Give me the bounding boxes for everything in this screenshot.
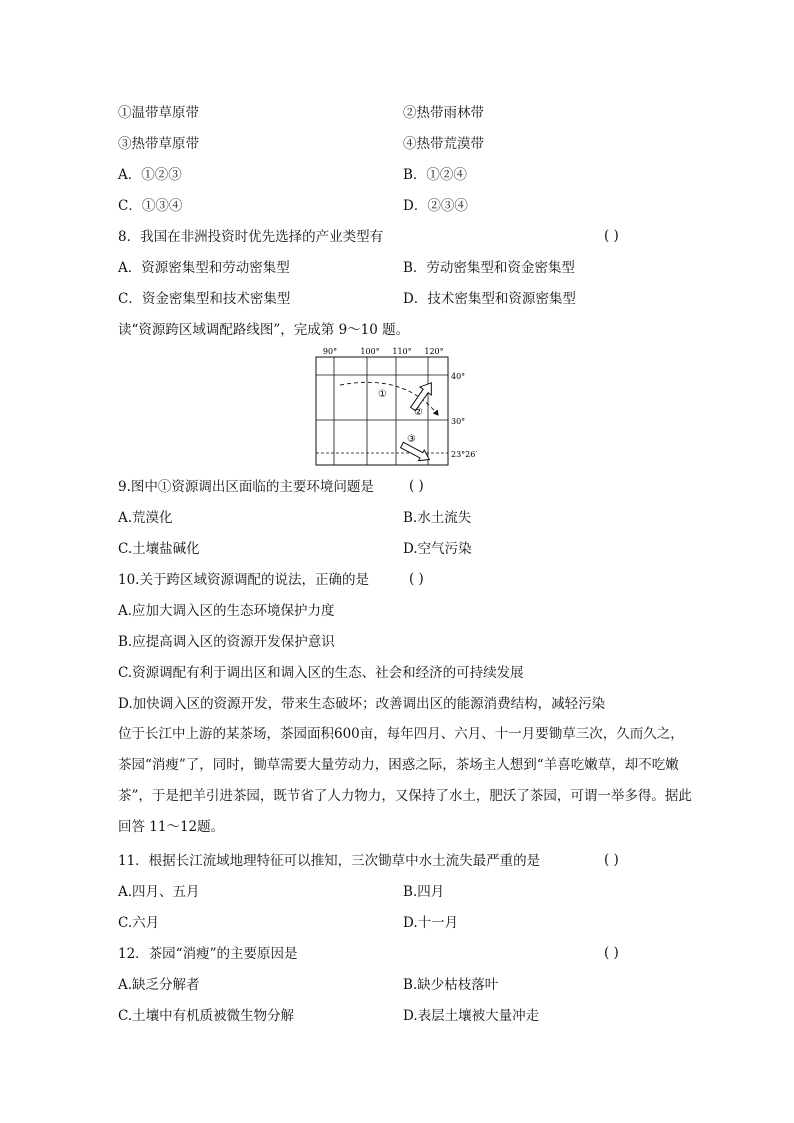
q7-option-3: ③热带草原带 [118,136,199,152]
q9-choice-c: C.土壤盐碱化 [118,541,200,557]
intro-9-10: 读“资源跨区域调配路线图”，完成第 9～10 题。 [118,322,410,338]
q8-choice-a: A．资源密集型和劳动密集型 [118,260,290,276]
q10-choice-d: D.加快调入区的资源开发，带来生态破坏；改善调出区的能源消费结构，减轻污染 [118,696,606,712]
q9-stem: 9.图中①资源调出区面临的主要环境问题是 [118,479,374,495]
q7-choice-d: D．②③④ [403,198,468,214]
passage-11-12: 位于长江中上游的某茶场，茶园面积600亩，每年四月、六月、十一月要锄草三次，久而久之，茶园“消瘦”了，同时，锄草需要大量劳动力，困惑之际，茶场主人想到“羊喜吃嫩草，却不吃嫩茶”，于是把羊引进茶园，既节省了人力物力，又保持了水土，肥沃了茶园，可谓一举多得。据此回答 11～12题。 [118,726,692,835]
q9-choice-d: D.空气污染 [403,541,472,557]
longitude-label: 120° [424,347,444,356]
q10-choice-a: A.应加大调入区的生态环境保护力度 [118,603,335,619]
q11-stem: 11．根据长江流域地理特征可以推知，三次锄草中水土流失最严重的是 [118,853,541,869]
longitude-label: 110° [392,347,412,356]
q12-answer-blank: ( ) [604,945,619,961]
q12-choice-c: C.土壤中有机质被微生物分解 [118,1008,295,1024]
marker-1: ① [378,389,387,400]
longitude-label: 90° [322,347,338,356]
q7-option-2: ②热带雨林带 [403,105,484,121]
q12-choice-d: D.表层土壤被大量冲走 [403,1008,540,1024]
q11-answer-blank: ( ) [604,852,619,868]
q12-choice-a: A.缺乏分解者 [118,977,200,993]
latitude-label: 30° [451,417,466,426]
latitude-label: 23°26′ [451,450,478,459]
resource-route-map [310,345,490,467]
q7-option-1: ①温带草原带 [118,105,199,121]
q8-answer-blank: ( ) [604,228,619,244]
marker-2: ② [414,407,423,418]
q7-choice-b: B．①②④ [403,167,467,183]
q11-choice-a: A.四月、五月 [118,884,200,900]
marker-3: ③ [407,434,416,445]
latitude-label: 40° [451,372,466,381]
q11-choice-d: D.十一月 [403,915,459,931]
q12-choice-b: B.缺少枯枝落叶 [403,977,499,993]
longitude-label: 100° [360,347,380,356]
q7-choice-a: A．①②③ [118,167,182,183]
q8-choice-c: C．资金密集型和技术密集型 [118,291,291,307]
q11-choice-c: C.六月 [118,915,160,931]
q7-choice-c: C．①③④ [118,198,183,214]
q8-stem: 8．我国在非洲投资时优先选择的产业类型有 [118,229,384,245]
q8-choice-b: B．劳动密集型和资金密集型 [403,260,575,276]
q10-choice-b: B.应提高调入区的资源开发保护意识 [118,634,335,650]
q9-choice-a: A.荒漠化 [118,510,173,526]
q7-option-4: ④热带荒漠带 [403,136,484,152]
q12-stem: 12．茶园“消瘦”的主要原因是 [118,946,298,962]
q10-stem: 10.关于跨区域资源调配的说法，正确的是 [118,572,369,588]
q10-choice-c: C.资源调配有利于调出区和调入区的生态、社会和经济的可持续发展 [118,665,524,681]
q10-answer-blank: ( ) [409,571,424,587]
q11-choice-b: B.四月 [403,884,445,900]
q8-choice-d: D．技术密集型和资源密集型 [403,291,576,307]
q9-choice-b: B.水土流失 [403,510,472,526]
q9-answer-blank: ( ) [409,478,424,494]
